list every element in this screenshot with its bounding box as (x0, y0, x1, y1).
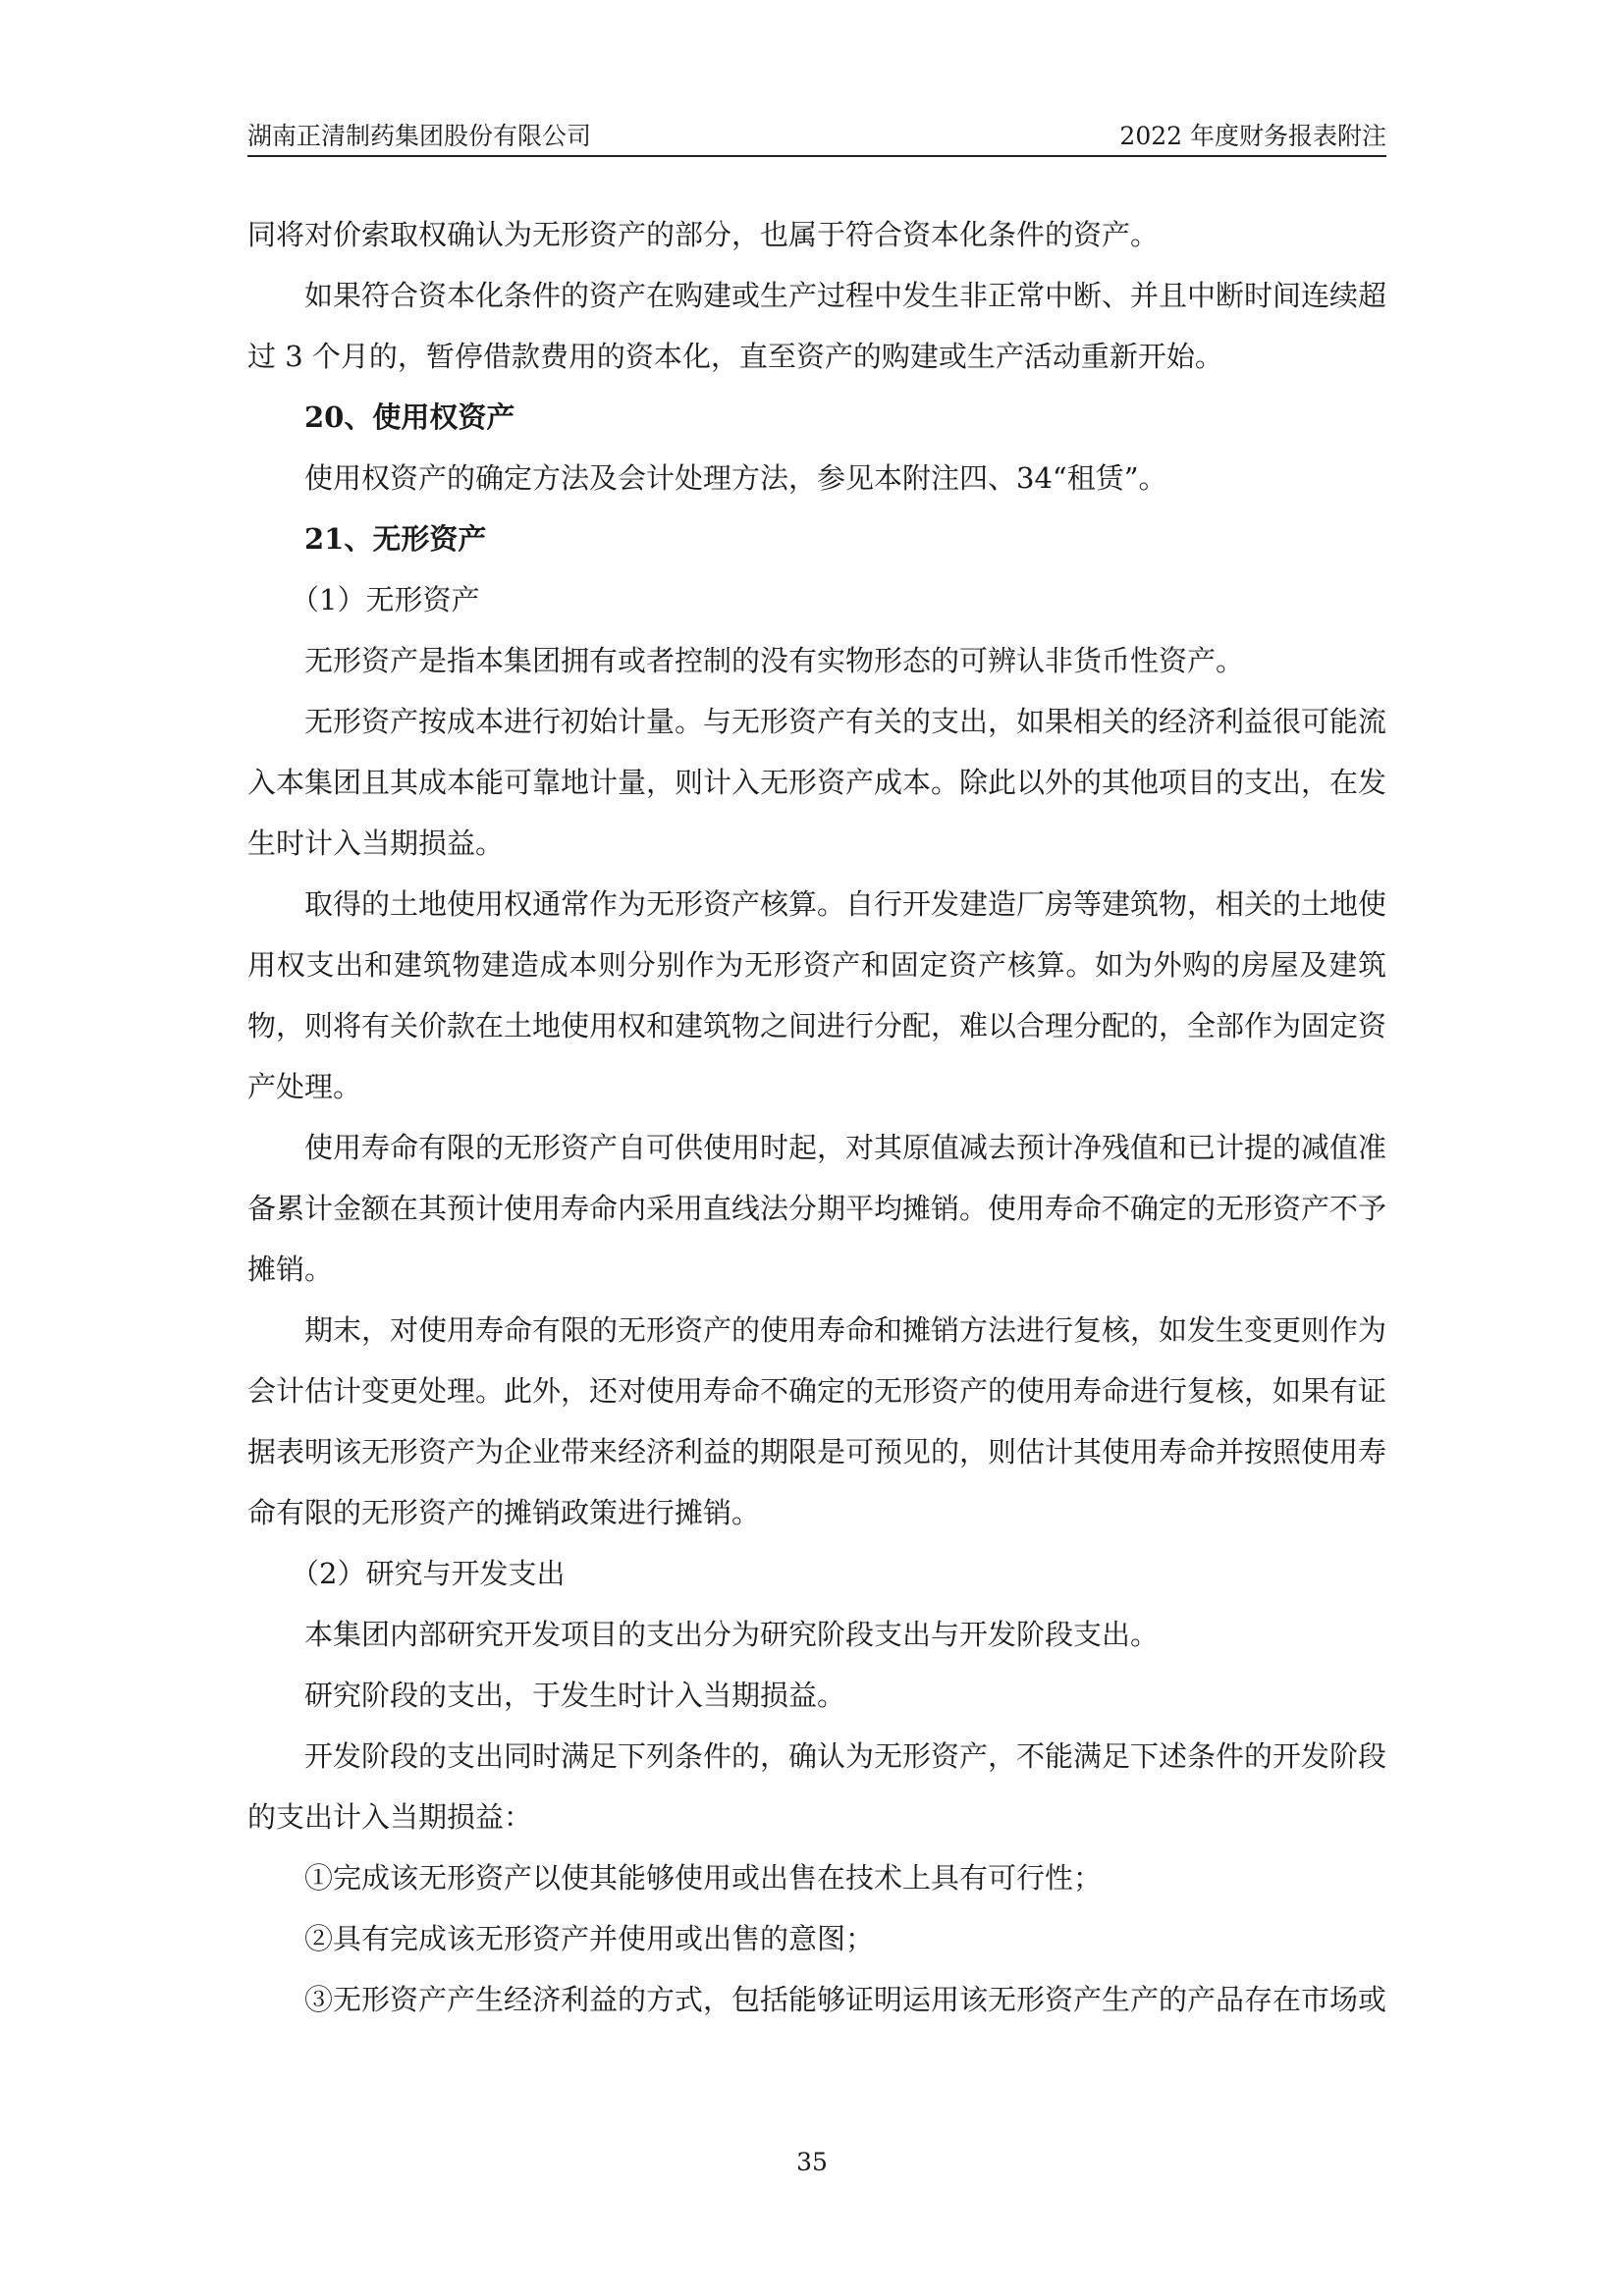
page-number: 35 (796, 2148, 828, 2176)
paragraph-research-expense: 研究阶段的支出，于发生时计入当期损益。 (304, 1679, 846, 1712)
paragraph-land-use-rights: 取得的土地使用权通常作为无形资产核算。自行开发建造厂房等建筑物，相关的土地使用权支出和建筑物建造成本则分别作为无形资产和固定资产核算。如为外购的房屋及建筑物，则将有关价款在土地使用权和建筑物之间进行分配，难以合理分配的，全部作为固定资产处理。 (247, 887, 1387, 1103)
subsection-heading-intangible-assets: （1）无形资产 (291, 583, 480, 616)
paragraph-continuation: 同将对价索取权确认为无形资产的部分，也属于符合资本化条件的资产。 (247, 218, 1160, 251)
paragraph-intangible-definition: 无形资产是指本集团拥有或者控制的没有实物形态的可辨认非货币性资产。 (304, 644, 1245, 677)
document-body (247, 204, 1386, 2030)
paragraph-right-of-use-method: 使用权资产的确定方法及会计处理方法，参见本附注四、34“租赁”。 (304, 461, 1167, 495)
paragraph-initial-measurement: 无形资产按成本进行初始计量。与无形资产有关的支出，如果相关的经济利益很可能流入本集团且其成本能可靠地计量，则计入无形资产成本。除此以外的其他项目的支出，在发生时计入当期损益。 (247, 705, 1387, 860)
header-divider (247, 155, 1386, 157)
paragraph-rnd-split: 本集团内部研究开发项目的支出分为研究阶段支出与开发阶段支出。 (304, 1618, 1160, 1651)
subsection-heading-rnd: （2）研究与开发支出 (291, 1557, 566, 1590)
paragraph-development-conditions: 开发阶段的支出同时满足下列条件的，确认为无形资产，不能满足下述条件的开发阶段的支出计入当期损益： (247, 1739, 1387, 1834)
section-heading-right-of-use-assets: 20、使用权资产 (304, 400, 515, 434)
page-header (247, 114, 1386, 157)
paragraph-capitalization-suspension: 如果符合资本化条件的资产在购建或生产过程中发生非正常中断、并且中断时间连续超过 3 个月的，暂停借款费用的资本化，直至资产的购建或生产活动重新开始。 (247, 279, 1387, 373)
section-heading-intangible-assets: 21、无形资产 (304, 522, 487, 556)
header-company-name: 湖南正清制药集团股份有限公司 (247, 122, 592, 150)
header-report-title: 2022 年度财务报表附注 (1119, 122, 1386, 150)
list-item-condition-1: ①完成该无形资产以使其能够使用或出售在技术上具有可行性； (304, 1861, 1103, 1895)
list-item-condition-2: ②具有完成该无形资产并使用或出售的意图； (304, 1922, 875, 1955)
paragraph-period-end-review: 期末，对使用寿命有限的无形资产的使用寿命和摊销方法进行复核，如发生变更则作为会计估计变更处理。此外，还对使用寿命不确定的无形资产的使用寿命进行复核，如果有证据表明该无形资产为企业带来经济利益的期限是可预见的，则估计其使用寿命并按照使用寿命有限的无形资产的摊销政策进行摊销。 (247, 1313, 1387, 1529)
paragraph-amortization: 使用寿命有限的无形资产自可供使用时起，对其原值减去预计净残值和已计提的减值准备累计金额在其预计使用寿命内采用直线法分期平均摊销。使用寿命不确定的无形资产不予摊销。 (247, 1131, 1387, 1286)
list-item-condition-3: ③无形资产产生经济利益的方式，包括能够证明运用该无形资产生产的产品存在市场或 (304, 1983, 1387, 2016)
